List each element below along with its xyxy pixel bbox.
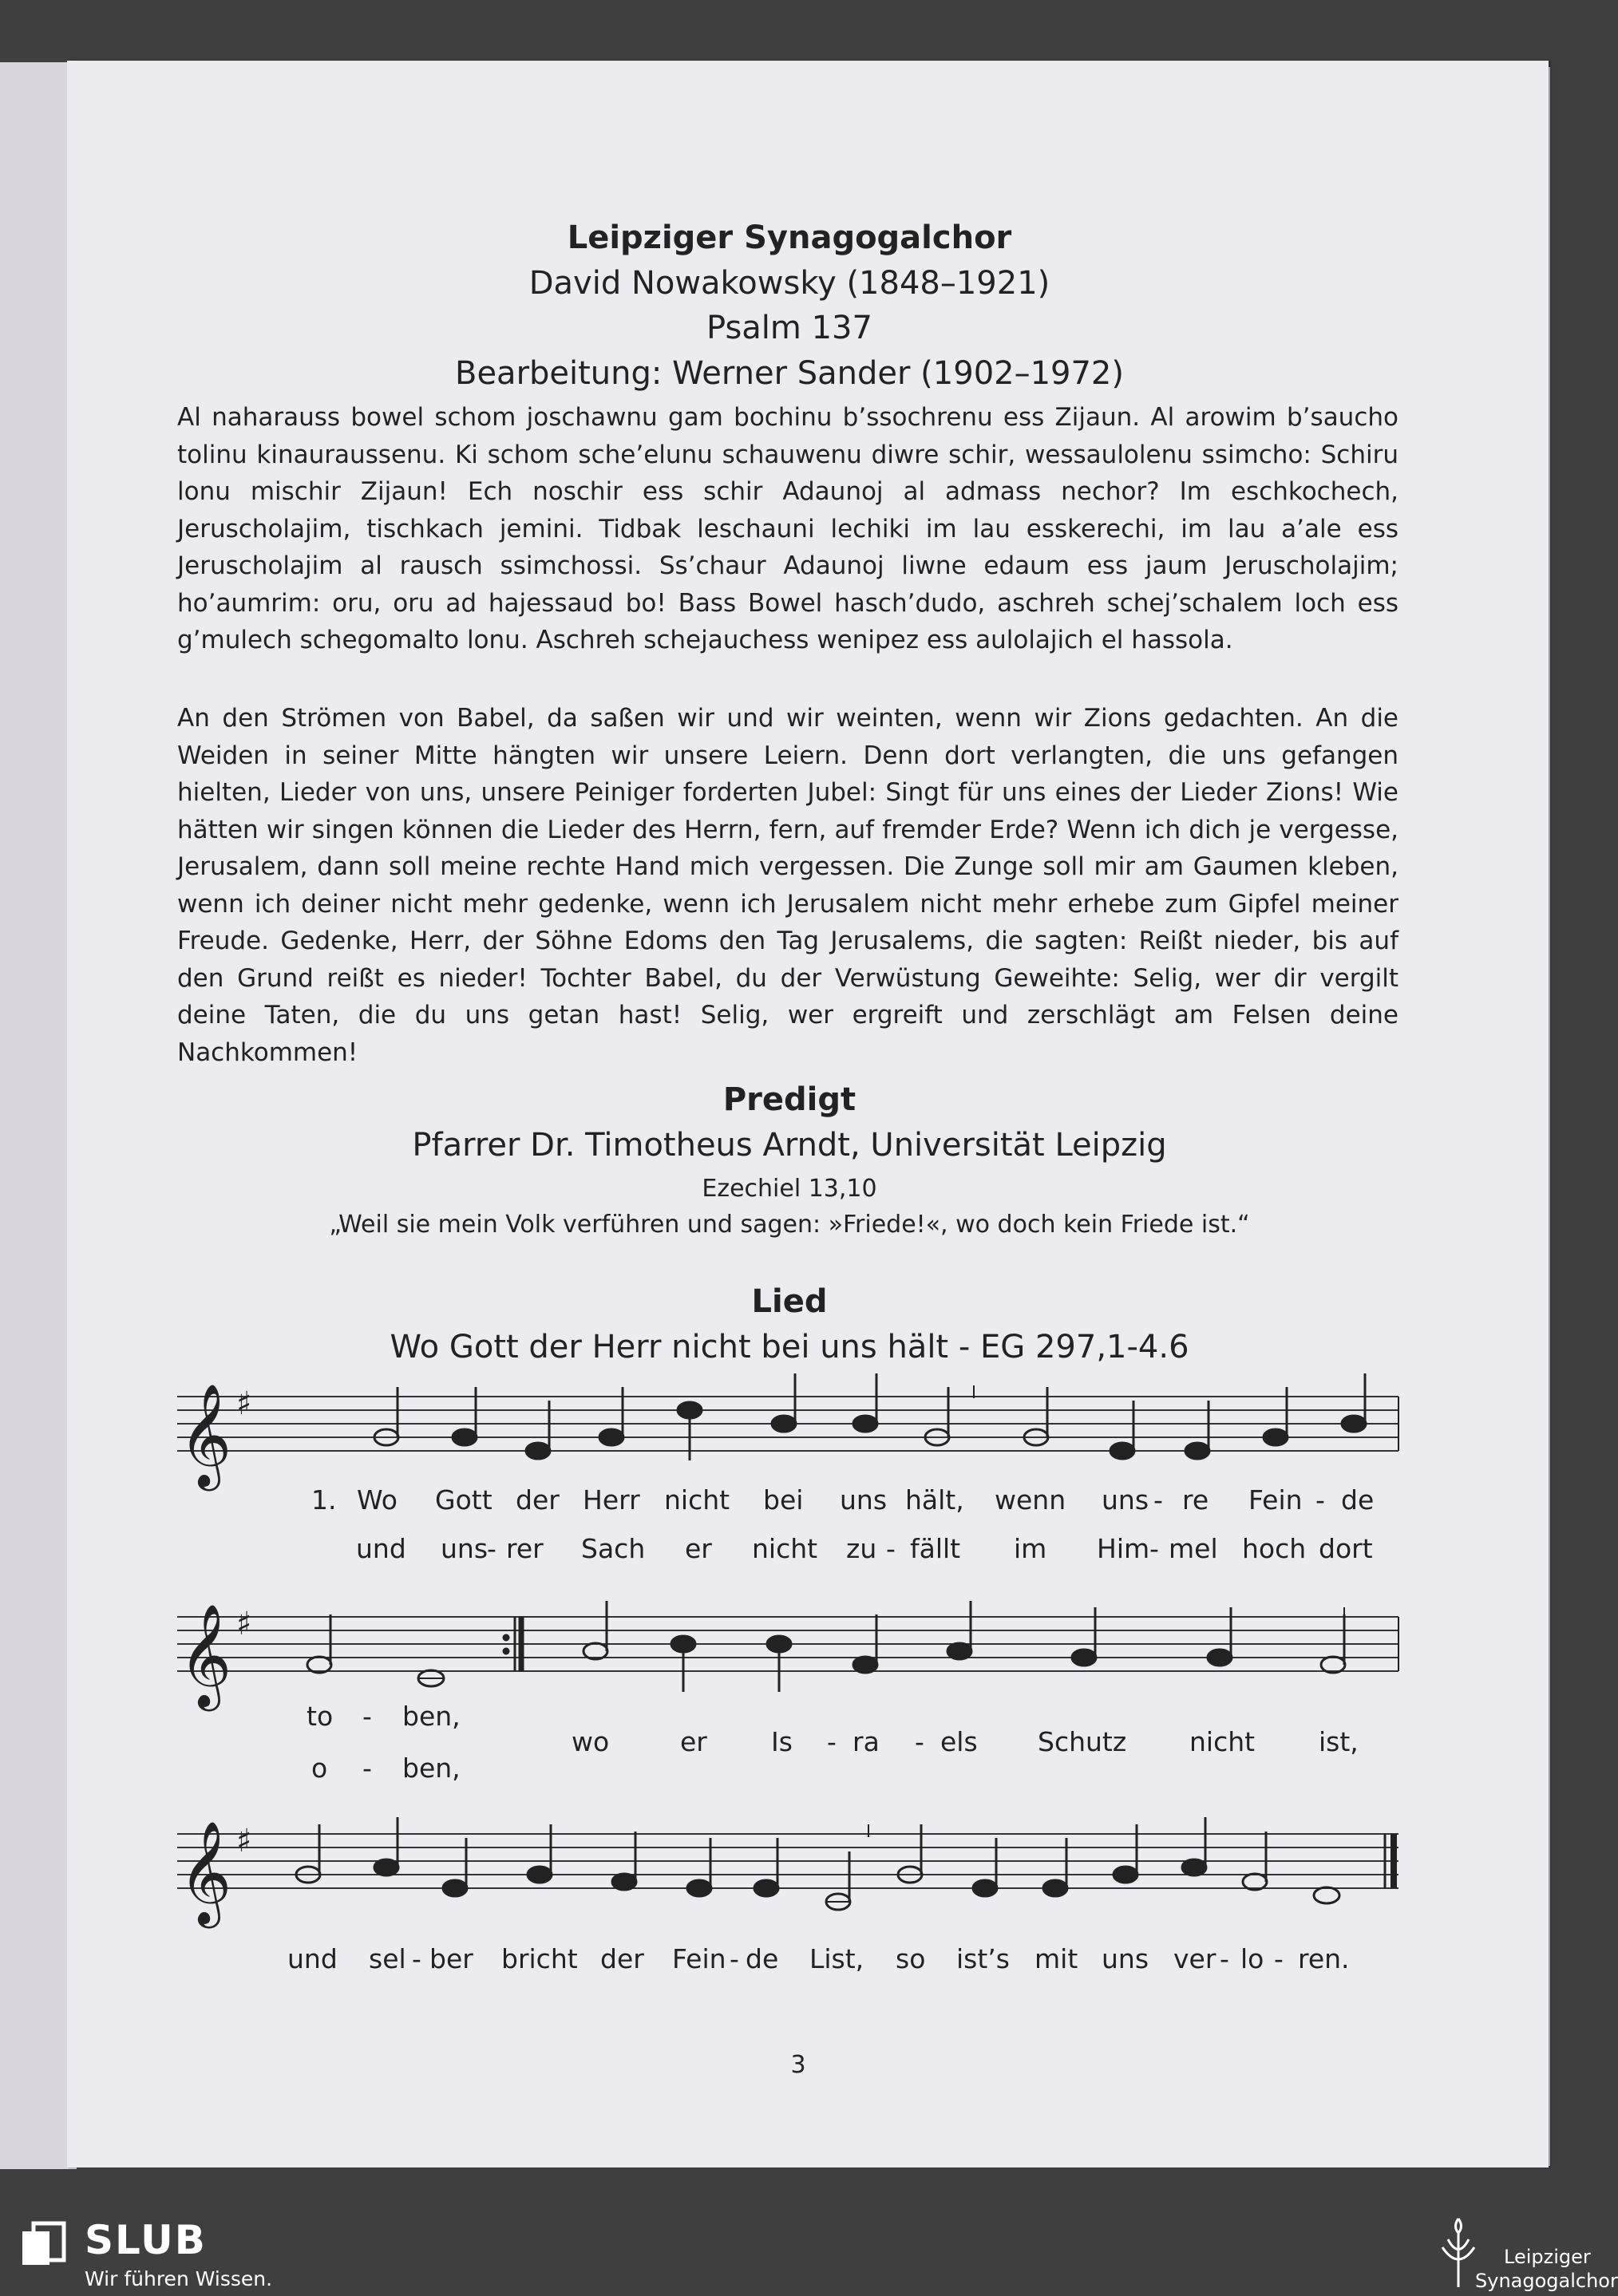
sermon-preacher: Pfarrer Dr. Timotheus Arndt, Universität Leipzig — [412, 1127, 1167, 1164]
hebrew-transliteration: Al naharauss bowel schom joschawnu gam bochinu b’ssochrenu ess Zijaun. Al arowim b’saucho tolinu kinauraussenu. Ki schom sche’elunu schauwenu diwre schir, wessaulolenu ssimcho: Schiru lonu mischir Zijaun! Ech noschir ess schir Adaunoj al admass nechor? Im eschkochech, Jeruscholajim, tischkach jemini. Tidbak leschauni lechiki im lau esskerechi, im lau a’ale ess Jeruscholajim al rausch ssimchossi. Ss’chaur Adaunoj liwne edaum ess jaum Jeruscholajim; ho’aumrim: oru, oru ad hajessaud bo! Bass Bowel hasch’dudo, aschreh schej’schalem loch ess g’mulech schegomalto lonu. Aschreh schejauchess wenipez ess aulolajich el hassola. — [177, 403, 1398, 654]
lyric-syllable: - — [827, 1726, 837, 1757]
lyric-syllable: der — [600, 1943, 644, 1974]
library-tagline: Wir führen Wissen. — [85, 2267, 273, 2290]
lyric-syllable: - — [886, 1533, 896, 1564]
choir-name-line1: Leipziger — [1504, 2246, 1591, 2268]
lyric-syllable: rer — [506, 1533, 544, 1564]
sermon-reference: Ezechiel 13,10 — [702, 1175, 877, 1203]
library-logo-text: SLUB — [85, 2217, 207, 2263]
lyric-syllable: ist, — [1319, 1726, 1359, 1757]
sharp-icon: ♯ — [236, 1385, 252, 1422]
lyric-syllable: - — [1149, 1533, 1159, 1564]
lyric-syllable: ist’s — [956, 1943, 1010, 1974]
lyric-syllable: mel — [1169, 1533, 1218, 1564]
lyric-syllable: er — [685, 1533, 712, 1564]
lyric-syllable: lo — [1240, 1943, 1264, 1974]
header-title: Leipziger Synagogalchor — [567, 219, 1012, 256]
lyric-syllable: to — [307, 1701, 334, 1732]
lyric-syllable: ber — [429, 1943, 473, 1974]
lyric-syllable: List, — [809, 1943, 864, 1974]
lyric-syllable: zu — [846, 1533, 877, 1564]
lyric-syllable: - — [1274, 1943, 1284, 1974]
lyric-syllable: der — [516, 1484, 560, 1516]
lyric-syllable: ren. — [1298, 1943, 1350, 1974]
lyric-syllable: er — [680, 1726, 707, 1757]
page-number: 3 — [790, 2051, 806, 2079]
song-notes — [296, 1373, 1366, 1910]
lyric-syllable: Is — [771, 1726, 793, 1757]
lyric-syllable: und — [287, 1943, 338, 1974]
lyric-syllable: und — [356, 1533, 406, 1564]
lyric-syllable: ben, — [402, 1701, 461, 1732]
lyric-syllable: els — [940, 1726, 978, 1757]
lyric-syllable: uns — [1102, 1943, 1149, 1974]
lyric-syllable: de — [1341, 1484, 1375, 1516]
lyric-syllable: so — [896, 1943, 926, 1974]
lyric-syllable: Herr — [583, 1484, 640, 1516]
lyric-syllable: Fein — [672, 1943, 726, 1974]
lyric-syllable: - — [362, 1701, 372, 1732]
lyric-syllable: uns — [840, 1484, 888, 1516]
lyric-syllable: bricht — [501, 1943, 578, 1974]
lyric-syllable: bei — [763, 1484, 804, 1516]
lyric-syllable: Schutz — [1038, 1726, 1127, 1757]
lyric-syllable: ra — [853, 1726, 880, 1757]
lyric-syllable: hält, — [905, 1484, 964, 1516]
lyric-syllable: Wo — [357, 1484, 398, 1516]
lyric-syllable: - — [915, 1726, 924, 1757]
lyric-syllable: o — [311, 1753, 328, 1784]
svg-text:♯: ♯ — [236, 1823, 252, 1859]
lyric-syllable: uns — [1102, 1484, 1149, 1516]
lyric-syllable: wenn — [995, 1484, 1066, 1516]
lyric-syllable: nicht — [664, 1484, 730, 1516]
lyric-syllable: wo — [572, 1726, 610, 1757]
choir-name-line2: Synagogalchor — [1475, 2270, 1618, 2292]
svg-text:𝄞: 𝄞 — [179, 1820, 232, 1924]
lyric-syllable: Gott — [435, 1484, 493, 1516]
slub-book-icon — [18, 2220, 69, 2268]
lyric-syllable: dort — [1319, 1533, 1373, 1564]
lyric-syllable: uns — [441, 1533, 489, 1564]
lyric-syllable: - — [1153, 1484, 1163, 1516]
lyric-syllable: - — [362, 1753, 372, 1784]
lyric-syllable: nicht — [752, 1533, 818, 1564]
lyric-syllable: nicht — [1189, 1726, 1256, 1757]
svg-text:𝄞: 𝄞 — [179, 1603, 232, 1707]
lyric-syllable: Him — [1097, 1533, 1150, 1564]
header-composer: David Nowakowsky (1848–1921) — [528, 265, 1050, 302]
lyric-syllable: - — [730, 1943, 739, 1974]
sermon-title: Predigt — [722, 1081, 856, 1118]
sermon-quote: „Weil sie mein Volk verführen und sagen: »Friede!«, wo doch kein Friede ist.“ — [329, 1211, 1250, 1239]
lyric-syllable: fällt — [910, 1533, 961, 1564]
lyric-syllable: im — [1014, 1533, 1047, 1564]
lyric-syllable: Sach — [581, 1533, 646, 1564]
lyric-syllable: re — [1182, 1484, 1209, 1516]
lyric-syllable: de — [746, 1943, 779, 1974]
svg-text:♯: ♯ — [236, 1606, 252, 1642]
lyric-syllable: - — [487, 1533, 496, 1564]
lyric-syllable: ben, — [402, 1753, 461, 1784]
lyric-syllable: hoch — [1242, 1533, 1307, 1564]
header-work: Psalm 137 — [706, 310, 872, 346]
lyric-syllable: - — [1315, 1484, 1325, 1516]
lyric-syllable: Fein — [1248, 1484, 1303, 1516]
song-name: Wo Gott der Herr nicht bei uns hält - EG 297,1-4.6 — [390, 1329, 1189, 1365]
lyric-syllable: ver — [1173, 1943, 1216, 1974]
treble-clef-icon: 𝄞 — [179, 1383, 232, 1487]
lyric-syllable: - — [1220, 1943, 1229, 1974]
song-title: Lied — [751, 1283, 828, 1320]
german-translation: An den Strömen von Babel, da saßen wir und wir weinten, wenn wir Zions gedachten. An die Weiden in seiner Mitte hängten wir unsere Leiern. Denn dort verlangten, die uns gefangen hielten, Lieder von uns, unsere Peiniger forderten Jubel: Singt für uns eines der Lieder Zions! Wie hätten wir singen können die Lieder des Herrn, fern, auf fremder Erde? Wenn ich dich je vergesse, Jerusalem, dann soll meine rechte Hand mich vergessen. Die Zunge soll mir am Gaumen kleben, wenn ich deiner nicht mehr gedenke, wenn ich Jerusalem nicht mehr erhebe zum Gipfel meiner Freude. Gedenke, Herr, der Söhne Edoms den Tag Jerusalems, die sagten: Reißt nieder, bis auf den Grund reißt es nieder! Tochter Babel, du der Verwüstung Geweihte: Selig, wer dir vergilt deine Taten, die du uns getan hast! Selig, wer ergreift und zerschlägt am Felsen deine Nachkommen! — [177, 704, 1398, 1067]
lyric-syllable: 1. — [311, 1484, 337, 1516]
header-arranger: Bearbeitung: Werner Sander (1902–1972) — [455, 355, 1124, 392]
lyric-syllable: - — [412, 1943, 421, 1974]
lyric-syllable: mit — [1034, 1943, 1078, 1974]
lyric-syllable: sel — [369, 1943, 406, 1974]
